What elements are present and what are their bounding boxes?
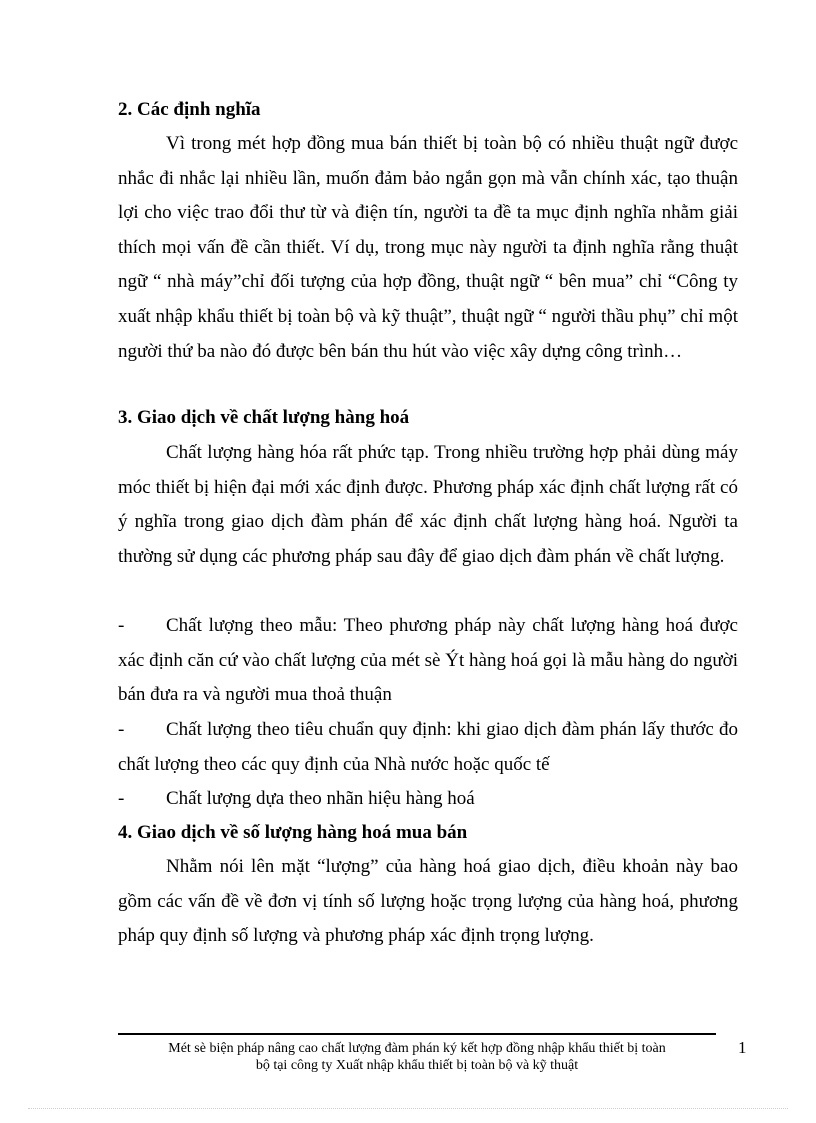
bullet-marker: - xyxy=(118,788,125,809)
footer-line-2: bộ tại công ty Xuất nhập khẩu thiết bị toàn bộ và kỹ thuật xyxy=(255,1058,579,1073)
bullet-text-brand: Chất lượng dựa theo nhãn hiệu hàng hoá xyxy=(166,788,475,809)
footer-rule xyxy=(118,1033,716,1035)
footer-text xyxy=(118,1040,716,1074)
bullet-item-sample xyxy=(118,609,738,713)
bullet-item-brand xyxy=(118,782,738,817)
paragraph-quality: Chất lượng hàng hóa rất phức tạp. Trong nhiều trường hợp phải dùng máy móc thiết bị hiện đại mới xác định được. Phương pháp xác định chất lượng rất có ý nghĩa trong giao dịch đàm phán để xác định chất lượng hàng hoá. Người ta thường sử dụng các phương pháp sau đây để giao dịch đàm phán về chất lượng. xyxy=(118,442,738,567)
page-break-line xyxy=(28,1108,788,1109)
bullet-marker: - xyxy=(118,719,125,740)
bullet-text-standard: Chất lượng theo tiêu chuẩn quy định: khi giao dịch đàm phán lấy thước đo chất lượng theo các quy định của Nhà nước hoặc quốc tế xyxy=(118,719,738,775)
footer-line-1: Mét sè biện pháp nâng cao chất lượng đàm phán ký kết hợp đồng nhập khẩu thiết bị toàn xyxy=(168,1041,666,1056)
page-number: 1 xyxy=(738,1038,747,1057)
bullet-item-standard xyxy=(118,713,738,782)
section-heading-definitions: 2. Các định nghĩa xyxy=(118,99,261,120)
paragraph-quantity: Nhằm nói lên mặt “lượng” của hàng hoá giao dịch, điều khoản này bao gồm các vấn đề về đơn vị tính số lượng hoặc trọng lượng của hàng hoá, phương pháp quy định số lượng và phương pháp xác định trọng lượng. xyxy=(118,856,738,947)
bullet-marker: - xyxy=(118,615,125,636)
section-heading-quality: 3. Giao dịch về chất lượng hàng hoá xyxy=(118,407,410,428)
paragraph-definitions: Vì trong mét hợp đồng mua bán thiết bị toàn bộ có nhiều thuật ngữ được nhắc đi nhắc lại nhiều lần, muốn đảm bảo ngắn gọn mà vẫn chính xác, tạo thuận lợi cho việc trao đổi thư từ và điện tín, người ta đề ta mục định nghĩa nhằm giải thích mọi vấn đề cần thiết. Ví dụ, trong mục này người ta định nghĩa rằng thuật ngữ “ nhà máy”chỉ đối tượng của hợp đồng, thuật ngữ “ bên mua” chỉ “Công ty xuất nhập khẩu thiết bị toàn bộ và kỹ thuật”, thuật ngữ “ người thầu phụ” chỉ một người thứ ba nào đó được bên bán thu hút vào việc xây dựng công trình… xyxy=(118,133,738,362)
bullet-text-sample: Chất lượng theo mẫu: Theo phương pháp này chất lượng hàng hoá được xác định căn cứ vào chất lượng của mét sè Ýt hàng hoá gọi là mẫu hàng do người bán đưa ra và người mua thoả thuận xyxy=(118,615,738,706)
section-heading-quantity: 4. Giao dịch về số lượng hàng hoá mua bán xyxy=(118,822,468,843)
